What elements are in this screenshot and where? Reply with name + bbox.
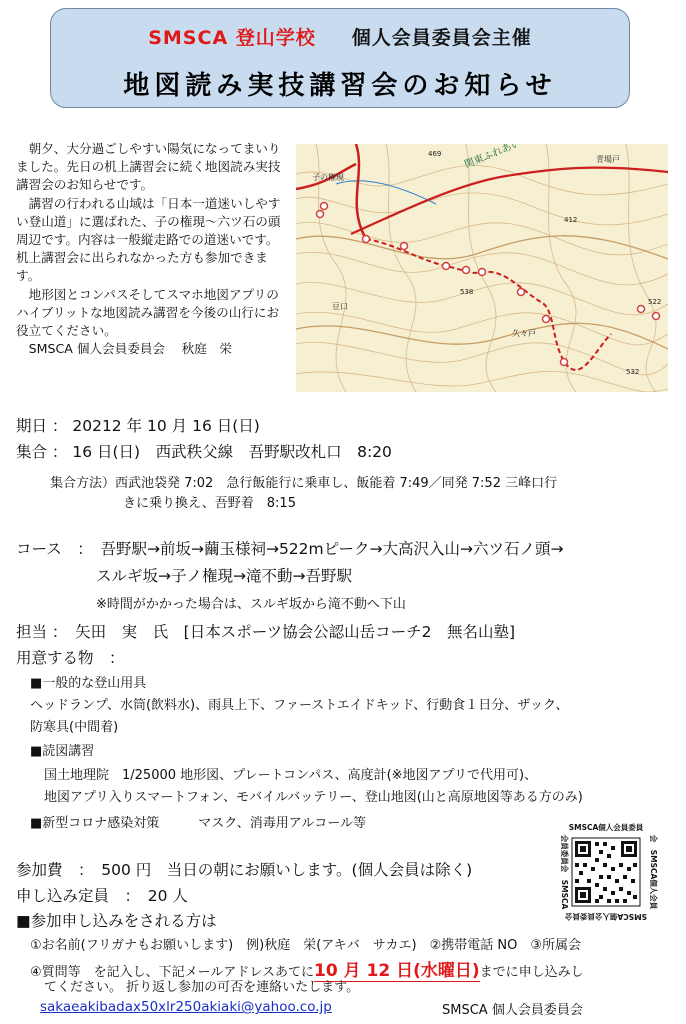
apply-title: ■参加申し込みをされる方は — [16, 912, 217, 930]
qr-code — [548, 816, 664, 928]
apply-text: ④質問等 を記入し、下記メールアドレスあてに — [30, 965, 315, 980]
intro-paragraph: 講習の行われる山域は「日本一道迷いしやすい登山道」に選ばれた、子の権現～六ツ石の頭周辺です。内容は一般縦走路での道迷いです。机上講習会に出られなかった方も参加できます。 — [16, 195, 281, 284]
meeting-point: 集合 ： 16 日(日) 西武秩父線 吾野駅改札口 8:20 — [16, 443, 392, 461]
apply-deadline: 10 月 12 日(水曜日) — [314, 961, 480, 981]
items-reading-title: ■読図講習 — [30, 744, 95, 759]
items-reading: 地図アプリ入りスマートフォン、モバイルバッテリー、登山地図(山と高原地図等ある方のみ) — [44, 790, 583, 805]
intro-text — [16, 140, 282, 358]
intro-signature: SMSCA 個人会員委員会 秋庭 栄 — [28, 341, 232, 357]
items-general: ヘッドランプ、水筒(飲料水)、雨具上下、ファーストエイドキッド、行動食１日分、ザック、 — [30, 698, 569, 713]
topo-map — [296, 144, 668, 392]
course-note: ※時間がかかった場合は、スルギ坂から滝不動へ下山 — [96, 597, 406, 612]
page-title: 地図読み実技講習会のお知らせ — [123, 71, 557, 101]
qr-caption: 会 SMSCA個人会員 — [649, 834, 658, 910]
map-label-nenogongen: 子の権現 — [312, 173, 344, 182]
apply-instructions: ①お名前(フリガナもお願いします) 例)秋庭 栄(アキバ サカエ) ②携帯電話 NO ③所属会 — [30, 938, 581, 953]
map-elevation: 469 — [428, 150, 442, 158]
apply-text: までに申し込みし — [479, 965, 584, 980]
map-elevation: 412 — [564, 216, 578, 224]
map-label-place: 豆口 — [332, 302, 348, 311]
qr-caption: SMSCA個人会員委員 — [568, 823, 644, 832]
host-name: 個人会員委員会主催 — [351, 27, 532, 49]
fee-info: 参加費 ： 500 円 当日の朝にお願いします。(個人会員は除く) — [16, 861, 473, 879]
title-banner — [50, 8, 630, 108]
apply-instructions: てください。 折り返し参加の可否を連絡いたします。 — [44, 980, 360, 995]
staff-info: 担当 ： 矢田 実 氏 [日本スポーツ協会公認山岳コーチ2 無名山塾] — [16, 623, 516, 641]
items-reading: 国土地理院 1/25000 地形図、プレートコンパス、高度計(※地図アプリで代用可)、 — [44, 768, 538, 783]
map-elevation: 538 — [460, 288, 474, 296]
qr-caption: 会員委員会 SMSCA — [560, 834, 569, 910]
meeting-method: きに乗り換え、吾野着 8:15 — [123, 496, 296, 511]
course-route-text: スルギ坂→子ノ権現→滝不動→吾野駅 — [96, 567, 352, 585]
map-elevation: 522 — [648, 298, 662, 306]
footer-organization: SMSCA 個人会員委員会 — [442, 1003, 583, 1018]
items-general-title: ■一般的な登山用具 — [30, 676, 147, 691]
school-name: SMSCA 登山学校 — [148, 27, 316, 49]
map-label-place: 久々戸 — [512, 329, 536, 338]
map-label-place: 青場戸 — [596, 155, 620, 164]
intro-paragraph: 朝夕、大分過ごしやすい陽気になってまいりました。先日の机上講習会に続く地図読み実技講習会のお知らせです。 — [16, 141, 281, 193]
intro-paragraph: 地形図とコンパスそしてスマホ地図アプリのハイブリットな地図読み講習を今後の山行にお役立てください。 — [16, 286, 280, 339]
items-title: 用意する物 ： — [16, 649, 125, 667]
course-route-text: コース ： 吾野駅→前坂→繭玉様祠→522mピーク→大高沢入山→六ツ石ノ頭→ — [16, 540, 564, 558]
items-covid: ■新型コロナ感染対策 マスク、消毒用アルコール等 — [30, 816, 366, 831]
banner-subtitle — [51, 23, 629, 50]
contact-email-link[interactable]: sakaeakibadax50xlr250akiaki@yahoo.co.jp — [40, 999, 332, 1015]
qr-caption: SMSCA個人会員委員会 — [564, 912, 648, 921]
event-date: 期日 ： 20212 年 10 月 16 日(日) — [16, 417, 260, 435]
map-elevation: 532 — [626, 368, 640, 376]
meeting-method: 集合方法）西武池袋発 7:02 急行飯能行に乗車し、飯能着 7:49／同発 7:52 三峰口行 — [50, 476, 558, 491]
items-general: 防寒具(中間着) — [30, 720, 119, 735]
capacity-info: 申し込み定員 ： 20 人 — [16, 887, 188, 905]
